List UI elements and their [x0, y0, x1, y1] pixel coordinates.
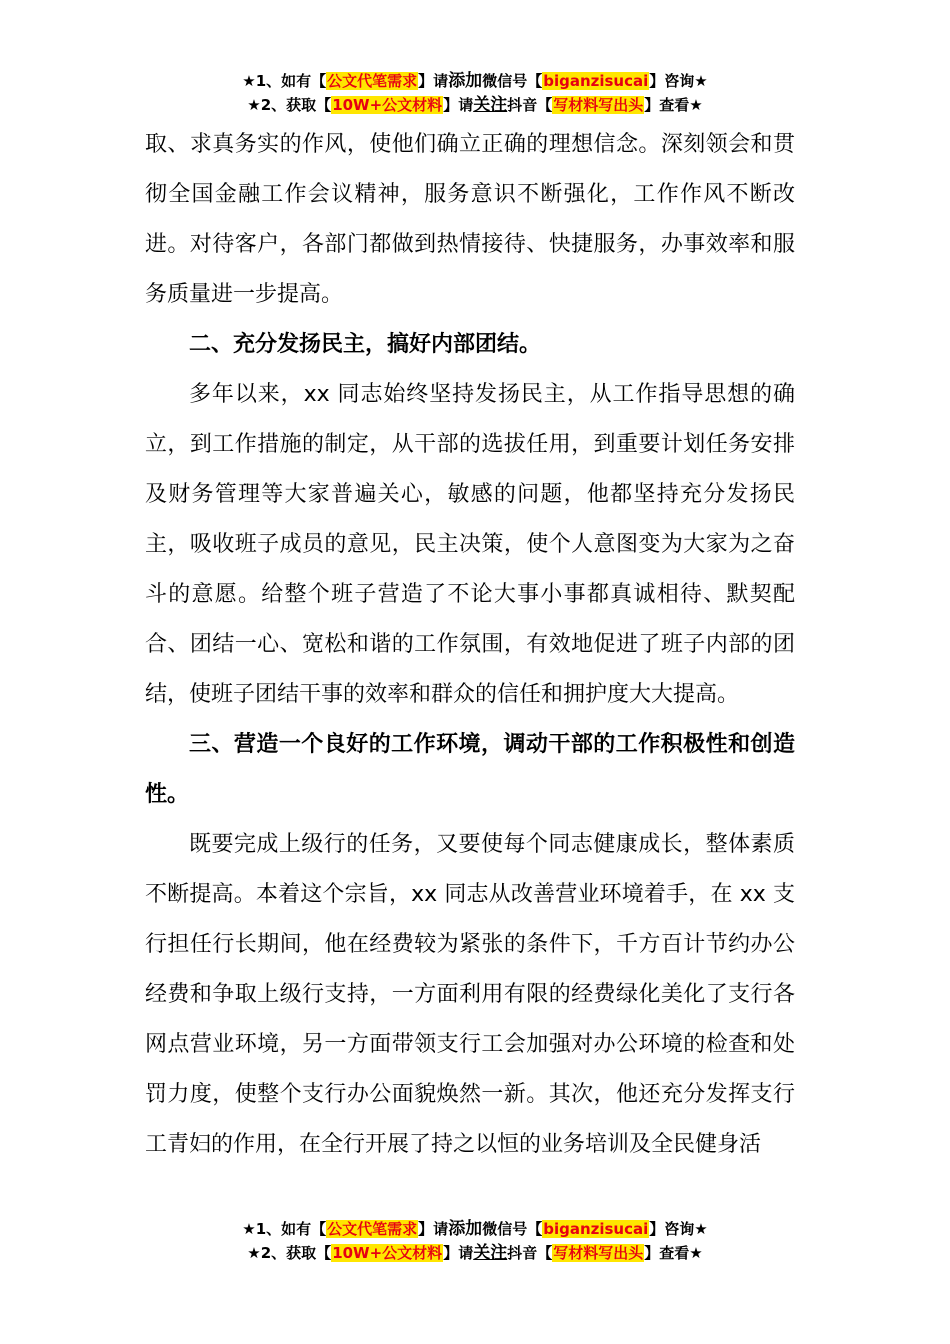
banner-douyin-id: 写材料写出头 [553, 96, 644, 114]
banner-wechat-id: biganzisucai [543, 1220, 649, 1238]
banner-wechat-id: biganzisucai [543, 72, 649, 90]
banner-text: 】查看★ [644, 1244, 703, 1262]
banner-text: 抖音【 [507, 96, 553, 114]
banner-line-2 [0, 93, 950, 117]
banner-text: ★2、获取【 [247, 1244, 332, 1262]
banner-line-2 [0, 1241, 950, 1265]
banner-text: 微信号【 [482, 72, 543, 90]
document-body [145, 120, 795, 1170]
banner-highlight: 公文代笔需求 [327, 1220, 418, 1238]
banner-text: ★1、如有【 [242, 72, 327, 90]
banner-text: ★2、获取【 [247, 96, 332, 114]
footer-banner [0, 1217, 950, 1265]
header-banner [0, 69, 950, 117]
banner-text: ★1、如有【 [242, 1220, 327, 1238]
banner-text: 】请 [418, 1220, 449, 1238]
paragraph-continued: 取、求真务实的作风，使他们确立正确的理想信念。深刻领会和贯彻全国金融工作会议精神，服务意识不断强化，工作作风不断改进。对待客户，各部门都做到热情接待、快捷服务，办事效率和服务质量进一步提高。 [145, 132, 795, 307]
banner-text: 】请 [418, 72, 449, 90]
banner-highlight: 10W+公文材料 [332, 1244, 443, 1262]
banner-text: 】咨询★ [649, 1220, 708, 1238]
banner-line-1 [0, 1217, 950, 1241]
banner-emphasis: 关注 [473, 95, 508, 115]
banner-text: 抖音【 [507, 1244, 553, 1262]
banner-emphasis: 添加 [448, 71, 483, 91]
banner-text: 微信号【 [482, 1220, 543, 1238]
banner-emphasis: 添加 [448, 1219, 483, 1239]
banner-highlight: 10W+公文材料 [332, 96, 443, 114]
banner-text: 】请 [443, 1244, 474, 1262]
banner-text: 】请 [443, 96, 474, 114]
banner-highlight: 公文代笔需求 [327, 72, 418, 90]
section-heading-2: 二、充分发扬民主，搞好内部团结。 [189, 332, 542, 357]
banner-text: 】咨询★ [649, 72, 708, 90]
banner-emphasis: 关注 [473, 1243, 508, 1263]
banner-line-1 [0, 69, 950, 93]
paragraph-environment: 既要完成上级行的任务，又要使每个同志健康成长，整体素质不断提高。本着这个宗旨，xx 同志从改善营业环境着手，在 xx 支行担任行长期间，他在经费较为紧张的条件下，千方百计节约办公经费和争取上级行支持，一方面利用有限的经费绿化美化了支行各网点营业环境，另一方面带领支行工会加强对办公环境的检查和处罚力度，使整个支行办公面貌焕然一新。其次，他还充分发挥支行工青妇的作用，在全行开展了持之以恒的业务培训及全民健身活 [145, 832, 795, 1157]
banner-text: 】查看★ [644, 96, 703, 114]
paragraph-democracy: 多年以来，xx 同志始终坚持发扬民主，从工作指导思想的确立，到工作措施的制定，从干部的选拔任用，到重要计划任务安排及财务管理等大家普遍关心，敏感的问题，他都坚持充分发扬民主，吸收班子成员的意见，民主决策，使个人意图变为大家为之奋斗的意愿。给整个班子营造了不论大事小事都真诚相待、默契配合、团结一心、宽松和谐的工作氛围，有效地促进了班子内部的团结，使班子团结干事的效率和群众的信任和拥护度大大提高。 [145, 382, 795, 707]
section-heading-3: 三、营造一个良好的工作环境，调动干部的工作积极性和创造性。 [145, 732, 795, 807]
banner-douyin-id: 写材料写出头 [553, 1244, 644, 1262]
